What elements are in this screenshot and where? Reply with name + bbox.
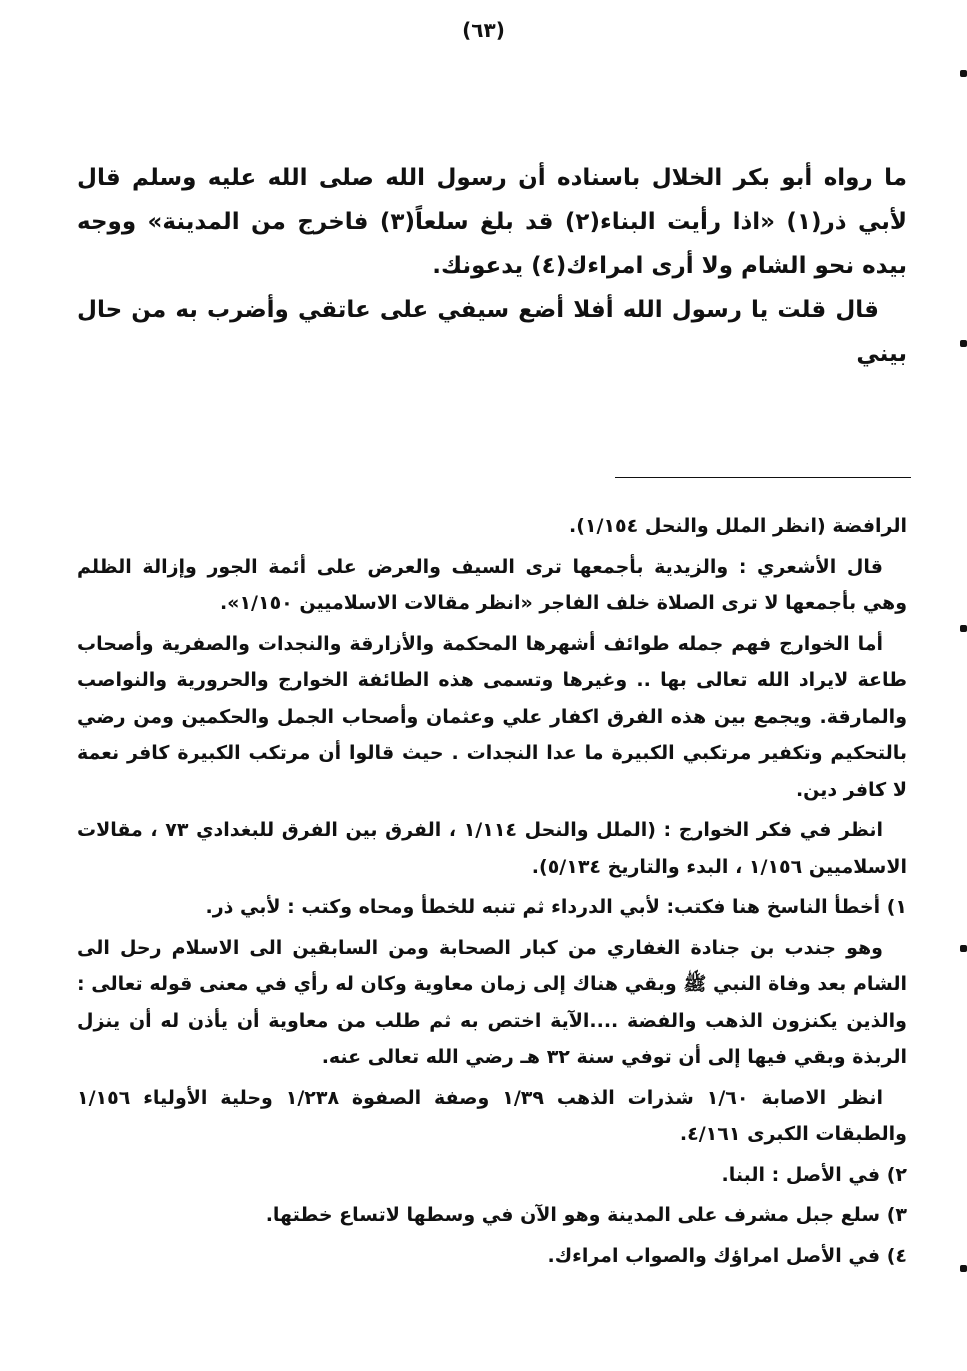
page-number: (٦٣) <box>462 18 505 42</box>
main-paragraph: ما رواه أبو بكر الخلال باسناده أن رسول الله صلى الله عليه وسلم قال لأبي ذر(١) «اذا رأيت البناء(٢) قد بلغ سلعاً(٣) فاخرج من المدينة» ووجه بيده نحو الشام ولا أرى امراءك(٤) يدعونك. <box>77 165 907 279</box>
footnote-4: ٤) في الأصل امراؤك والصواب امراءك. <box>547 1244 907 1267</box>
main-paragraph: قال قلت يا رسول الله أفلا أضع سيفي على عاتقي وأضرب به من حال بيني <box>77 297 907 367</box>
footnote-1: ١) أخطأ الناسخ هنا فكتب: لأبي الدرداء ثم تنبه للخطأ ومحاه وكتب : لأبي ذر. <box>205 896 907 918</box>
footnote-paragraph: انظر في فكر الخوارج : (الملل والنحل ١/١١٤ ، الفرق بين الفرق للبغدادي ٧٣ ، مقالات الاسلاميين ١/١٥٦ ، البدء والتاريخ ٥/١٣٤). <box>77 819 907 878</box>
footnote-paragraph: أما الخوارج فهم جمله طوائف أشهرها المحكمة والأزارقة والنجدات والصفرية وأصحاب طاعة لايراد الله تعالى بها .. وغيرها وتسمى هذه الطائفة الخوارج والحرورية والنواصب والمارقة. ويجمع بين هذه الفرق اكفار علي وعثمان وأصحاب الجمل والحكمين ومن رضي بالتحكيم وتكفير مرتكبي الكبيرة ما عدا النجدات . حيث قالوا أن مرتكب الكبيرة كافر نعمة لا كافر دين. <box>77 632 907 801</box>
footnotes <box>77 508 907 1274</box>
footnote-separator <box>615 477 911 478</box>
footnote-2: ٢) في الأصل : البنا. <box>721 1163 907 1186</box>
margin-mark <box>960 1265 967 1272</box>
footnote-continuation: الرافضة (انظر الملل والنحل ١/١٥٤). <box>569 515 907 537</box>
main-text <box>77 156 907 376</box>
margin-mark <box>960 625 967 632</box>
footnote-paragraph: انظر الاصابة ١/٦٠ شذرات الذهب ١/٣٩ وصفة الصفوة ١/٢٣٨ وحلية الأولياء ١/١٥٦ والطبقات الكبرى ٤/١٦١. <box>77 1086 907 1145</box>
margin-mark <box>960 340 967 347</box>
footnote-paragraph: وهو جندب بن جنادة الغفاري من كبار الصحابة ومن السابقين الى الاسلام رحل الى الشام بعد وفاة النبي ﷺ وبقي هناك إلى زمان معاوية وكان له رأي في معنى قوله تعالى : والذين يكنزون الذهب والفضة ....الآية اختص به ثم طلب من معاوية أن يأذن له أن ينزل الربذة وبقي فيها إلى أن توفي سنة ٣٢ هـ رضي الله تعالى عنه. <box>77 936 907 1068</box>
margin-mark <box>960 70 967 77</box>
footnote-3: ٣) سلع جبل مشرف على المدينة وهو الآن في وسطها لاتساع خطتها. <box>265 1204 907 1226</box>
footnote-paragraph: قال الأشعري : والزيدية بأجمعها ترى السيف والعرض على أئمة الجور وإزالة الظلم وهي بأجمعها لا ترى الصلاة خلف الفاجر «انظر مقالات الاسلاميين ١/١٥٠». <box>77 555 907 614</box>
margin-mark <box>960 945 967 952</box>
